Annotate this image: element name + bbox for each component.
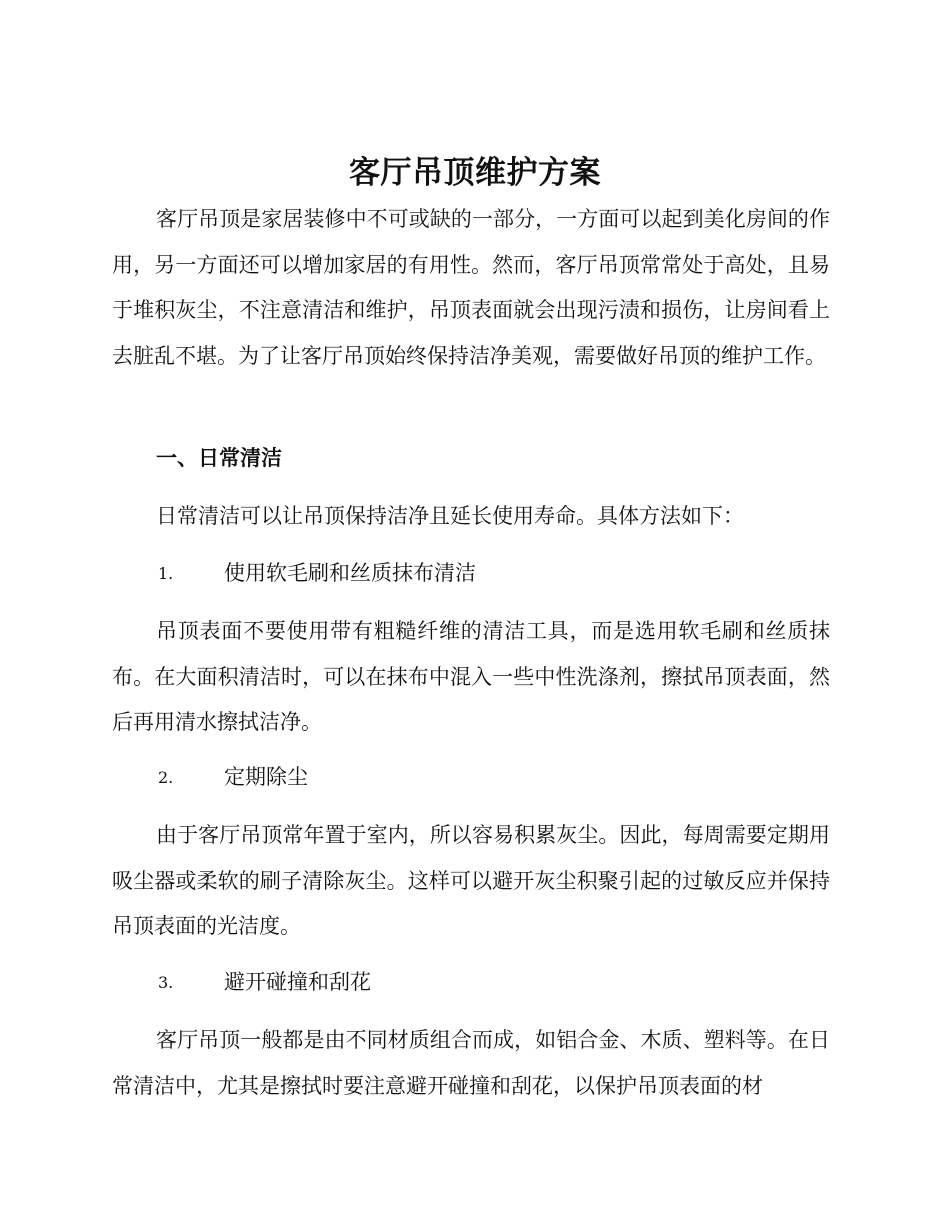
intro-paragraph: 客厅吊顶是家居装修中不可或缺的一部分，一方面可以起到美化房间的作用，另一方面还可以增加家居的有用性。然而，客厅吊顶常常处于高处，且易于堆积灰尘，不注意清洁和维护，吊顶表面就会出现污渍和损伤，让房间看上去脏乱不堪。为了让客厅吊顶始终保持洁净美观，需要做好吊顶的维护工作。 bbox=[112, 207, 830, 368]
item-3-body-paragraph: 客厅吊顶一般都是由不同材质组合而成，如铝合金、木质、塑料等。在日常清洁中，尤其是擦拭时要注意避开碰撞和刮花，以保护吊顶表面的材 bbox=[112, 1028, 830, 1098]
section-heading-daily-cleaning: 一、日常清洁 bbox=[156, 446, 282, 470]
item-1-body-paragraph: 吊顶表面不要使用带有粗糙纤维的清洁工具，而是选用软毛刷和丝质抹布。在大面积清洁时，可以在抹布中混入一些中性洗涤剂，擦拭吊顶表面，然后再用清水擦拭洁净。 bbox=[112, 619, 830, 734]
list-item-title: 定期除尘 bbox=[224, 765, 308, 789]
item-2-body-paragraph: 由于客厅吊顶常年置于室内，所以容易积累灰尘。因此，每周需要定期用吸尘器或柔软的刷子清除灰尘。这样可以避开灰尘积聚引起的过敏反应并保持吊顶表面的光洁度。 bbox=[112, 823, 830, 938]
list-item-number: 2. bbox=[158, 768, 174, 787]
list-item-title: 使用软毛刷和丝质抹布清洁 bbox=[224, 561, 476, 585]
document-title: 客厅吊顶维护方案 bbox=[349, 155, 601, 191]
section-lead-paragraph: 日常清洁可以让吊顶保持洁净且延长使用寿命。具体方法如下： bbox=[156, 504, 744, 528]
list-item-title: 避开碰撞和刮花 bbox=[224, 970, 371, 994]
list-item-number: 1. bbox=[158, 564, 174, 583]
list-item-number: 3. bbox=[158, 973, 174, 992]
